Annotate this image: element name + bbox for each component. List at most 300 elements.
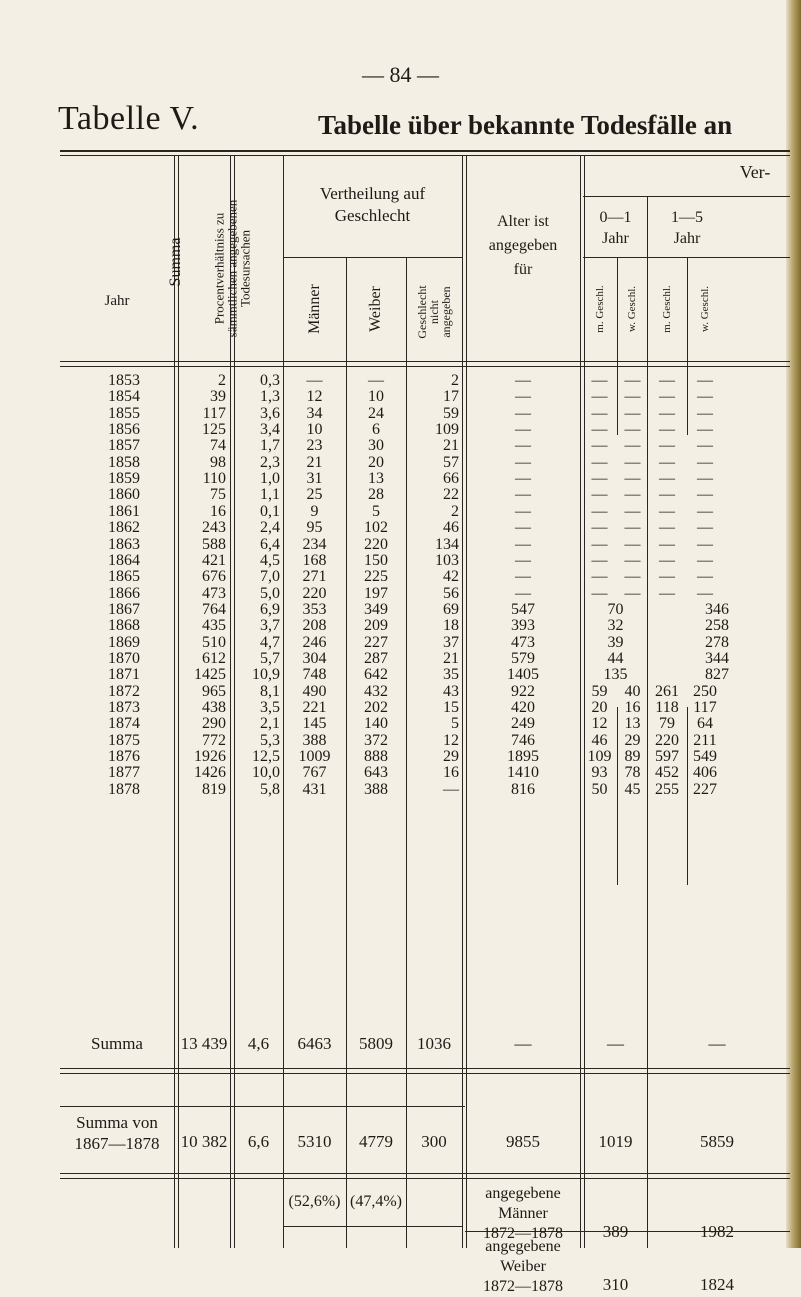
- cell-jahr: 1860: [108, 486, 140, 504]
- cell-maenner: —: [306, 372, 323, 389]
- cell-maenner: 168: [302, 551, 327, 569]
- cell-a15m: 255: [655, 780, 679, 798]
- header-ver: Ver-: [739, 162, 771, 182]
- cell-a15w: —: [697, 421, 713, 439]
- table-row: [0, 568, 801, 586]
- cell-procent: 0,3: [260, 372, 280, 389]
- cell-a15w: 64: [697, 715, 713, 733]
- table-row: [0, 421, 801, 439]
- cell-maenner: 1009: [298, 748, 331, 766]
- cell-alter: 420: [511, 699, 535, 716]
- cell-jahr: 1862: [108, 519, 140, 537]
- cell-jahr: 1855: [108, 404, 140, 422]
- header-age-1-5: 1—5 Jahr: [671, 209, 703, 247]
- cell-maenner: 431: [302, 780, 327, 798]
- cell-summa: 772: [202, 731, 226, 749]
- summa-1867-maenner: 5310: [297, 1132, 332, 1151]
- cell-maenner: 9: [310, 502, 319, 520]
- cell-maenner: 221: [302, 699, 327, 716]
- table-row: [0, 519, 801, 537]
- cell-maenner: 23: [306, 437, 323, 455]
- header-procent: Procentverhältniss zu sämmtlichen angegebenen Todesursachen: [211, 199, 253, 338]
- cell-maenner: 25: [306, 486, 323, 504]
- cell-na: 18: [443, 617, 459, 635]
- cell-a01m: —: [591, 584, 608, 602]
- cell-a15w: —: [697, 486, 713, 504]
- cell-a15w: —: [697, 519, 713, 537]
- cell-a01m: —: [591, 568, 608, 586]
- cell-procent: 5,7: [260, 649, 280, 667]
- cell-maenner: 34: [306, 404, 323, 422]
- summa-1867-procent: 6,6: [247, 1132, 270, 1151]
- cell-procent: 3,5: [260, 699, 280, 716]
- cell-na: 42: [443, 568, 459, 586]
- cell-maenner: 246: [302, 633, 327, 651]
- cell-a15: 344: [705, 649, 729, 667]
- cell-a01: 39: [607, 633, 624, 651]
- cell-weiber: 432: [364, 682, 388, 700]
- table-row: [0, 405, 801, 423]
- cell-procent: 3,6: [260, 404, 280, 422]
- cell-alter: —: [515, 486, 531, 504]
- cell-na: 66: [443, 470, 459, 488]
- gender-percent-row: [0, 1193, 801, 1211]
- cell-a15m: —: [659, 437, 675, 455]
- table-row: [0, 781, 801, 799]
- header-1-5-m-geschl: m. Geschl.: [661, 285, 673, 333]
- cell-alter: —: [515, 535, 531, 553]
- table-row: [0, 748, 801, 766]
- cell-weiber: 102: [364, 519, 388, 537]
- cell-jahr: 1867: [108, 600, 140, 618]
- cell-maenner: 10: [306, 421, 323, 439]
- table-row: [0, 486, 801, 504]
- cell-a01w: —: [624, 404, 641, 422]
- cell-a15w: 250: [693, 682, 717, 700]
- cell-weiber: —: [368, 372, 384, 389]
- cell-alter: —: [515, 453, 531, 471]
- header-0-1-m-geschl: m. Geschl.: [594, 285, 606, 333]
- cell-jahr: 1863: [108, 535, 140, 553]
- cell-a15m: —: [659, 535, 675, 553]
- cell-summa: 98: [210, 453, 226, 471]
- cell-maenner: 145: [302, 715, 327, 733]
- cell-a15m: —: [659, 388, 675, 406]
- cell-summa: 1426: [194, 764, 226, 782]
- cell-procent: 2,3: [260, 453, 280, 471]
- cell-a01m: —: [591, 519, 608, 537]
- cell-a15m: —: [659, 421, 675, 439]
- cell-alter: —: [515, 568, 531, 586]
- table-row: [0, 536, 801, 554]
- cell-alter: 816: [511, 780, 535, 798]
- cell-maenner: 353: [302, 600, 327, 618]
- cell-summa: 764: [202, 600, 226, 618]
- cell-jahr: 1877: [108, 764, 140, 782]
- cell-a15w: —: [697, 453, 713, 471]
- percent-maenner: (52,6%): [288, 1193, 341, 1210]
- cell-a15w: —: [697, 584, 713, 602]
- table-row: [0, 388, 801, 406]
- table-row: [0, 764, 801, 782]
- header-maenner: Männer: [306, 284, 323, 334]
- cell-maenner: 31: [306, 470, 323, 488]
- cell-weiber: 642: [364, 666, 388, 684]
- cell-a01w: —: [624, 584, 641, 602]
- cell-summa: 2: [218, 372, 226, 389]
- header-summa: Summa: [167, 237, 184, 287]
- cell-a15m: —: [659, 584, 675, 602]
- table-row: [0, 634, 801, 652]
- cell-a01m: 46: [591, 731, 608, 749]
- cell-a01w: 13: [624, 715, 641, 733]
- table-row: [0, 683, 801, 701]
- cell-na: 103: [435, 551, 459, 569]
- cell-a01m: —: [591, 372, 608, 389]
- table-row: [0, 372, 801, 390]
- cell-jahr: 1876: [108, 748, 140, 766]
- cell-a15: 827: [705, 666, 729, 684]
- table-row: [0, 585, 801, 603]
- cell-procent: 1,1: [260, 486, 280, 504]
- cell-procent: 6,9: [260, 600, 280, 618]
- cell-a15w: —: [697, 502, 713, 520]
- cell-a01m: —: [591, 551, 608, 569]
- cell-a15: 258: [705, 617, 729, 635]
- cell-na: 109: [435, 421, 459, 439]
- cell-summa: 676: [202, 568, 226, 586]
- cell-summa: 16: [210, 502, 226, 520]
- cell-a01m: —: [591, 470, 608, 488]
- page-number: — 84 —: [362, 62, 439, 87]
- cell-weiber: 220: [364, 535, 388, 553]
- angegebene-maenner-label: angegebene Männer 1872—1878: [483, 1185, 563, 1242]
- cell-na: 56: [443, 584, 459, 602]
- cell-a15w: —: [697, 470, 713, 488]
- cell-procent: 1,7: [260, 437, 280, 455]
- summa-1867-a01: 1019: [598, 1132, 633, 1151]
- cell-na: 69: [443, 600, 459, 618]
- cell-procent: 12,5: [252, 748, 280, 766]
- summa-total: 13 439: [180, 1034, 228, 1053]
- cell-jahr: 1866: [108, 584, 140, 602]
- cell-jahr: 1870: [108, 649, 140, 667]
- cell-weiber: 888: [364, 748, 388, 766]
- cell-a01m: 50: [591, 780, 608, 798]
- cell-summa: 1926: [194, 748, 226, 766]
- cell-a01m: 20: [591, 699, 608, 716]
- cell-weiber: 5: [372, 502, 380, 520]
- cell-weiber: 150: [364, 551, 388, 569]
- cell-weiber: 388: [364, 780, 388, 798]
- cell-na: 12: [443, 731, 459, 749]
- cell-na: 46: [443, 519, 459, 537]
- summa-alter: —: [514, 1034, 532, 1053]
- cell-alter: 249: [511, 715, 535, 733]
- cell-na: 21: [443, 437, 459, 455]
- cell-summa: 1425: [194, 666, 226, 684]
- cell-a01w: 89: [624, 748, 641, 766]
- cell-a01w: —: [624, 470, 641, 488]
- cell-weiber: 225: [364, 568, 388, 586]
- cell-a01w: —: [624, 437, 641, 455]
- cell-summa: 510: [202, 633, 226, 651]
- cell-na: 5: [451, 715, 459, 733]
- cell-a15w: —: [697, 551, 713, 569]
- cell-jahr: 1854: [108, 388, 140, 406]
- cell-jahr: 1872: [108, 682, 140, 700]
- cell-procent: 5,0: [260, 584, 280, 602]
- cell-a15m: —: [659, 568, 675, 586]
- header-jahr: Jahr: [104, 293, 130, 309]
- summa-1867-label: Summa von 1867—1878: [74, 1113, 160, 1153]
- cell-a01m: —: [591, 437, 608, 455]
- cell-weiber: 6: [372, 421, 380, 439]
- cell-a15w: —: [697, 437, 713, 455]
- summa-procent: 4,6: [247, 1034, 270, 1053]
- cell-a01: 44: [607, 649, 624, 667]
- cell-alter: —: [515, 551, 531, 569]
- cell-procent: 2,1: [260, 715, 280, 733]
- cell-na: 17: [443, 388, 459, 406]
- cell-a01m: 93: [591, 764, 608, 782]
- cell-maenner: 208: [302, 617, 327, 635]
- cell-maenner: 12: [306, 388, 323, 406]
- maenner-a15: 1982: [700, 1222, 734, 1241]
- cell-alter: 579: [511, 649, 535, 667]
- cell-jahr: 1856: [108, 421, 140, 439]
- cell-jahr: 1857: [108, 437, 140, 455]
- angegebene-weiber-row: [0, 1276, 801, 1294]
- summa-1867-a15: 5859: [700, 1132, 734, 1151]
- cell-summa: 243: [202, 519, 226, 537]
- table-row: [0, 437, 801, 455]
- cell-na: 29: [443, 748, 459, 766]
- cell-a15m: —: [659, 372, 675, 389]
- cell-a15w: 406: [693, 764, 717, 782]
- cell-a01w: —: [624, 421, 641, 439]
- summa-1867-weiber: 4779: [359, 1132, 393, 1151]
- cell-jahr: 1865: [108, 568, 140, 586]
- header-0-1-w-geschl: w. Geschl.: [626, 285, 638, 333]
- cell-alter: —: [515, 404, 531, 422]
- cell-weiber: 197: [364, 584, 388, 602]
- percent-weiber: (47,4%): [350, 1193, 402, 1210]
- cell-procent: 10,9: [252, 666, 280, 684]
- cell-weiber: 643: [364, 764, 388, 782]
- cell-summa: 125: [202, 421, 226, 439]
- summa-maenner: 6463: [297, 1034, 332, 1053]
- cell-a15w: —: [697, 404, 713, 422]
- cell-procent: 3,4: [260, 421, 280, 439]
- cell-a15m: —: [659, 519, 675, 537]
- cell-procent: 10,0: [252, 764, 280, 782]
- cell-procent: 3,7: [260, 617, 280, 635]
- cell-a15m: 118: [655, 699, 679, 716]
- cell-jahr: 1859: [108, 470, 140, 488]
- cell-procent: 4,5: [260, 551, 280, 569]
- cell-a15w: 211: [693, 731, 717, 749]
- summa-1867-na: 300: [421, 1132, 447, 1151]
- cell-weiber: 202: [364, 699, 388, 716]
- cell-a01m: —: [591, 388, 608, 406]
- cell-a01w: —: [624, 535, 641, 553]
- header-weiber: Weiber: [367, 286, 384, 332]
- table-row: [0, 503, 801, 521]
- cell-weiber: 24: [368, 404, 384, 422]
- maenner-a01: 389: [602, 1222, 629, 1241]
- cell-summa: 965: [202, 682, 226, 700]
- cell-jahr: 1878: [108, 780, 140, 798]
- summa-1867-total: 10 382: [180, 1132, 228, 1151]
- cell-a01w: —: [624, 388, 641, 406]
- cell-na: 2: [451, 502, 459, 520]
- cell-a15w: —: [697, 535, 713, 553]
- cell-jahr: 1871: [108, 666, 140, 684]
- cell-alter: —: [515, 470, 531, 488]
- cell-a15w: 117: [693, 699, 717, 716]
- cell-a01m: —: [591, 404, 608, 422]
- cell-maenner: 490: [302, 682, 327, 700]
- cell-weiber: 140: [364, 715, 388, 733]
- cell-weiber: 28: [368, 486, 384, 504]
- cell-alter: —: [515, 502, 531, 520]
- cell-a15m: —: [659, 551, 675, 569]
- cell-maenner: 95: [306, 519, 323, 537]
- cell-summa: 435: [202, 617, 226, 635]
- cell-a15w: —: [697, 388, 713, 406]
- cell-a01w: —: [624, 372, 641, 389]
- cell-a15m: —: [659, 486, 675, 504]
- cell-weiber: 10: [368, 388, 384, 406]
- weiber-a15: 1824: [700, 1275, 734, 1294]
- summa-weiber: 5809: [359, 1034, 393, 1053]
- cell-a01w: —: [624, 486, 641, 504]
- cell-maenner: 748: [302, 666, 327, 684]
- cell-na: 21: [443, 649, 459, 667]
- summa-1867-row: [0, 1133, 801, 1151]
- cell-jahr: 1864: [108, 551, 140, 569]
- cell-na: 134: [435, 535, 459, 553]
- cell-a15w: 227: [693, 780, 717, 798]
- cell-alter: 1895: [507, 748, 539, 766]
- cell-a15m: 597: [655, 748, 679, 766]
- table-caption: Tabelle über bekannte Todesfälle an: [318, 110, 733, 140]
- table-row: [0, 650, 801, 668]
- cell-alter: —: [515, 421, 531, 439]
- cell-a01w: 40: [624, 682, 641, 700]
- cell-na: 57: [443, 453, 459, 471]
- cell-na: 2: [451, 372, 459, 389]
- cell-summa: 75: [210, 486, 226, 504]
- cell-alter: 1410: [507, 764, 539, 782]
- cell-summa: 110: [202, 470, 226, 488]
- cell-jahr: 1869: [108, 633, 140, 651]
- cell-a15: 346: [705, 600, 729, 618]
- cell-maenner: 767: [302, 764, 327, 782]
- cell-a01: 70: [607, 600, 624, 618]
- cell-weiber: 227: [364, 633, 388, 651]
- cell-a01w: 45: [624, 780, 641, 798]
- cell-jahr: 1875: [108, 731, 140, 749]
- table-row: [0, 601, 801, 619]
- cell-a15w: —: [697, 372, 713, 389]
- cell-alter: 393: [511, 617, 535, 635]
- cell-a15m: 452: [655, 764, 679, 782]
- cell-procent: 7,0: [260, 568, 280, 586]
- cell-a01w: 16: [624, 699, 641, 716]
- cell-jahr: 1868: [108, 617, 140, 635]
- cell-alter: —: [515, 388, 531, 406]
- cell-alter: 1405: [507, 666, 539, 684]
- cell-weiber: 287: [364, 649, 388, 667]
- cell-procent: 0,1: [260, 502, 280, 520]
- cell-maenner: 388: [302, 731, 327, 749]
- cell-a15m: —: [659, 453, 675, 471]
- table-label: Tabelle V.: [58, 100, 200, 137]
- cell-a01m: 59: [591, 682, 608, 700]
- cell-a01: 32: [607, 617, 624, 635]
- cell-alter: —: [515, 372, 531, 389]
- cell-summa: 421: [202, 551, 226, 569]
- summa-a15: —: [708, 1034, 726, 1053]
- cell-alter: —: [515, 584, 531, 602]
- table-row: [0, 715, 801, 733]
- cell-procent: 5,8: [260, 780, 280, 798]
- cell-procent: 2,4: [260, 519, 280, 537]
- cell-na: 59: [443, 404, 459, 422]
- cell-a01w: —: [624, 568, 641, 586]
- table-row: [0, 454, 801, 472]
- summa-row: [0, 1035, 801, 1053]
- table-row: [0, 732, 801, 750]
- summa-label: Summa: [91, 1034, 143, 1053]
- cell-weiber: 30: [368, 437, 384, 455]
- cell-maenner: 304: [302, 649, 327, 667]
- cell-a01w: —: [624, 551, 641, 569]
- cell-a01w: —: [624, 519, 641, 537]
- cell-maenner: 271: [302, 568, 327, 586]
- cell-jahr: 1861: [108, 502, 140, 520]
- angegebene-maenner-row: [0, 1223, 801, 1241]
- cell-a01m: —: [591, 486, 608, 504]
- cell-a01w: —: [624, 453, 641, 471]
- cell-procent: 4,7: [260, 633, 280, 651]
- cell-alter: 922: [511, 682, 535, 700]
- cell-procent: 5,3: [260, 731, 280, 749]
- summa-na: 1036: [417, 1034, 451, 1053]
- cell-jahr: 1858: [108, 453, 140, 471]
- summa-a01: —: [607, 1034, 624, 1053]
- cell-a15m: —: [659, 404, 675, 422]
- cell-maenner: 234: [302, 535, 327, 553]
- cell-a01w: 78: [624, 764, 641, 782]
- cell-summa: 588: [202, 535, 226, 553]
- cell-a15w: —: [697, 568, 713, 586]
- cell-jahr: 1853: [108, 372, 140, 389]
- cell-na: 43: [443, 682, 459, 700]
- cell-jahr: 1873: [108, 699, 140, 716]
- cell-a15m: 220: [655, 731, 679, 749]
- cell-summa: 473: [202, 584, 226, 602]
- cell-na: 16: [443, 764, 459, 782]
- cell-procent: 1,3: [260, 388, 280, 406]
- cell-na: 35: [443, 666, 459, 684]
- cell-na: 37: [443, 633, 459, 651]
- cell-procent: 8,1: [260, 682, 280, 700]
- cell-summa: 819: [202, 780, 226, 798]
- cell-summa: 612: [202, 649, 226, 667]
